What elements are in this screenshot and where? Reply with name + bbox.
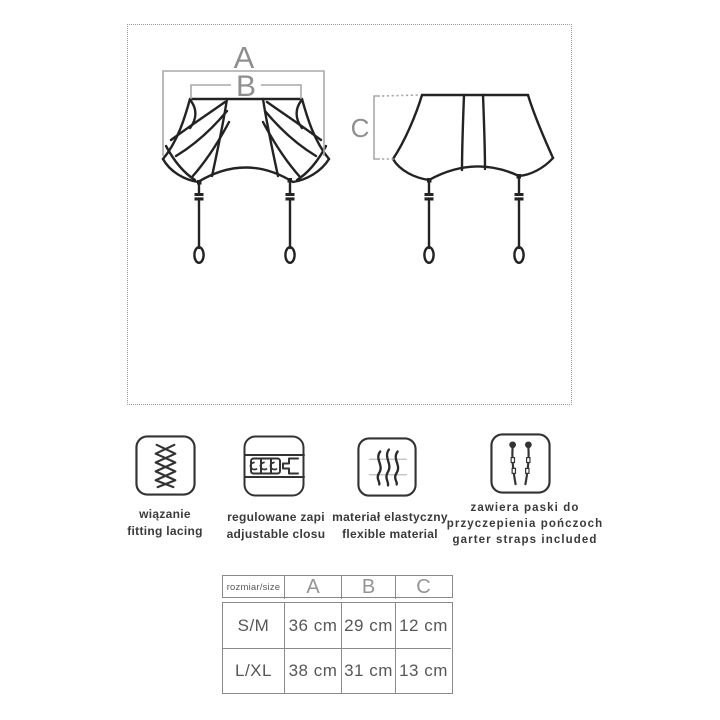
- caption-line: adjustable closu: [226, 526, 326, 541]
- size-table-col-a: A: [284, 576, 341, 599]
- dimension-c-bracket: [374, 95, 420, 159]
- size-table-value: 29 cm: [341, 603, 395, 648]
- dimension-label-c: C: [350, 113, 370, 143]
- size-table-value: 36 cm: [284, 603, 341, 648]
- size-table-value: 31 cm: [341, 648, 395, 693]
- size-table: [222, 575, 453, 694]
- size-table-row-size: L/XL: [223, 648, 284, 693]
- lacing-icon: [134, 434, 197, 497]
- garter-belt-diagram: [128, 25, 573, 406]
- feature-caption-garter-straps: [427, 501, 623, 549]
- size-table-value: 38 cm: [284, 648, 341, 693]
- size-table-col-c: C: [395, 576, 451, 599]
- garter-belt-back-drawing: [393, 95, 553, 263]
- caption-line: regulowane zapi: [227, 510, 325, 524]
- drawing-frame: [127, 24, 572, 405]
- elastic-icon: [356, 436, 418, 498]
- size-table-row-size: S/M: [237, 615, 270, 635]
- caption-line: garter straps included: [452, 533, 598, 546]
- size-table-body: [222, 602, 453, 694]
- garter-straps-icon: [489, 432, 552, 495]
- caption-line: zawiera paski do: [470, 502, 580, 514]
- size-table-header-label: rozmiar/size: [226, 582, 281, 593]
- caption-line: flexible material: [342, 526, 438, 541]
- garter-belt-front-drawing: [163, 99, 329, 263]
- garter-strap: [424, 178, 433, 263]
- dimension-label-a: A: [233, 40, 255, 75]
- closure-icon: [242, 434, 306, 498]
- caption-line: materiał elastyczny: [332, 510, 448, 524]
- caption-line: fitting lacing: [127, 523, 203, 538]
- garter-strap: [194, 180, 203, 263]
- garter-strap: [514, 174, 523, 263]
- size-table-value: 13 cm: [395, 648, 451, 693]
- size-table-col-b: B: [341, 576, 395, 599]
- size-table-value: 12 cm: [395, 603, 451, 648]
- dimension-label-b: B: [235, 70, 257, 103]
- size-table-header: [222, 575, 453, 598]
- garter-strap: [285, 178, 294, 263]
- caption-line: przyczepienia pończoch: [446, 517, 604, 530]
- caption-line: wiązanie: [139, 507, 191, 521]
